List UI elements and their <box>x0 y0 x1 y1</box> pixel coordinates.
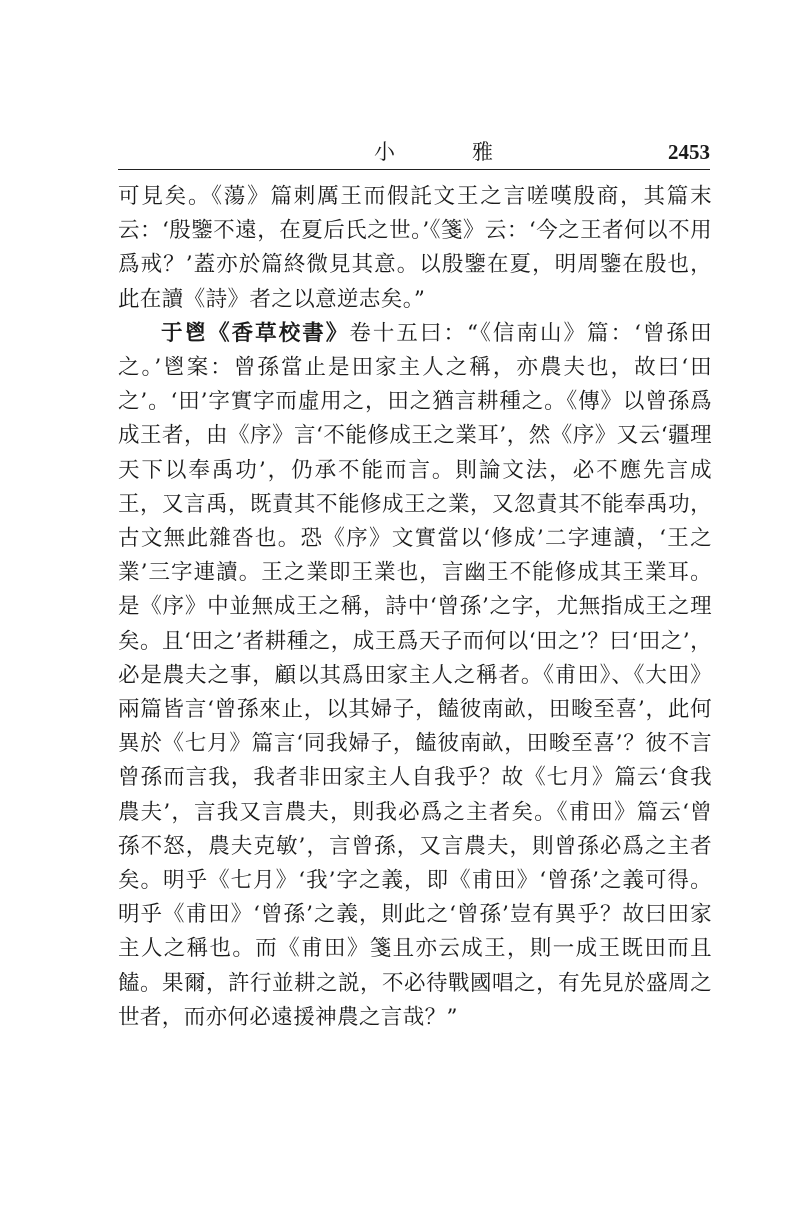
header-rule <box>118 169 710 170</box>
body-text <box>118 180 712 1035</box>
source-citation: 于鬯《香草校書》 <box>161 320 350 346</box>
commentary-text: 卷十五曰：“《信南山》篇：‘曾孫田之。’鬯案：曾孫當止是田家主人之稱，亦農夫也，故曰‘田之’。‘田’字實字而虛用之，田之猶言耕種之。《傳》以曾孫爲成王者，由《序》言‘不能修成王之業耳’，然《序》又云‘疆理天下以奉禹功’，仍承不能而言。則論文法，必不應先言成王，又言禹，既責其不能修成王之業，又忽責其不能奉禹功，古文無此雜沓也。恐《序》文實當以‘修成’二字連讀，‘王之業’三字連讀。王之業即王業也，言幽王不能修成其王業耳。是《序》中並無成王之稱，詩中‘曾孫’之字，尤無指成王之理矣。且‘田之’者耕種之，成王爲天子而何以‘田之’？曰‘田之’，必是農夫之事，顧以其爲田家主人之稱者。《甫田》、《大田》兩篇皆言‘曾孫來止，以其婦子，饁彼南畝，田畯至喜’，此何異於《七月》篇言‘同我婦子，饁彼南畝，田畯至喜’？彼不言曾孫而言我，我者非田家主人自我乎？故《七月》篇云‘食我農夫’，言我又言農夫，則我必爲之主者矣。《甫田》篇云‘曾孫不怒，農夫克敏’，言曾孫，又言農夫，則曾孫必爲之主者矣。明乎《七月》‘我’字之義，即《甫田》‘曾孫’之義可得。明乎《甫田》‘曾孫’之義，則此之‘曾孫’豈有異乎？故曰田家主人之稱也。而《甫田》箋且亦云成王，則一成王既田而且饁。果爾，許行並耕之説，不必待戰國唱之，有先見於盛周之世者，而亦何必遠援神農之言哉？” <box>118 320 712 1030</box>
page-number: 2453 <box>668 140 710 164</box>
paragraph-commentary <box>118 317 712 1035</box>
paragraph-continuation: 可見矣。《蕩》篇刺厲王而假託文王之言嗟嘆殷商，其篇末云：‘殷鑒不遠，在夏后氏之世。’《箋》云：‘今之王者何以不用爲戒？’蓋亦於篇終微見其意。以殷鑒在夏，明周鑒在殷也，此在讀《詩》者之以意逆志矣。” <box>118 184 712 312</box>
running-title: 小 雅 <box>374 140 521 164</box>
page-header <box>118 140 710 164</box>
